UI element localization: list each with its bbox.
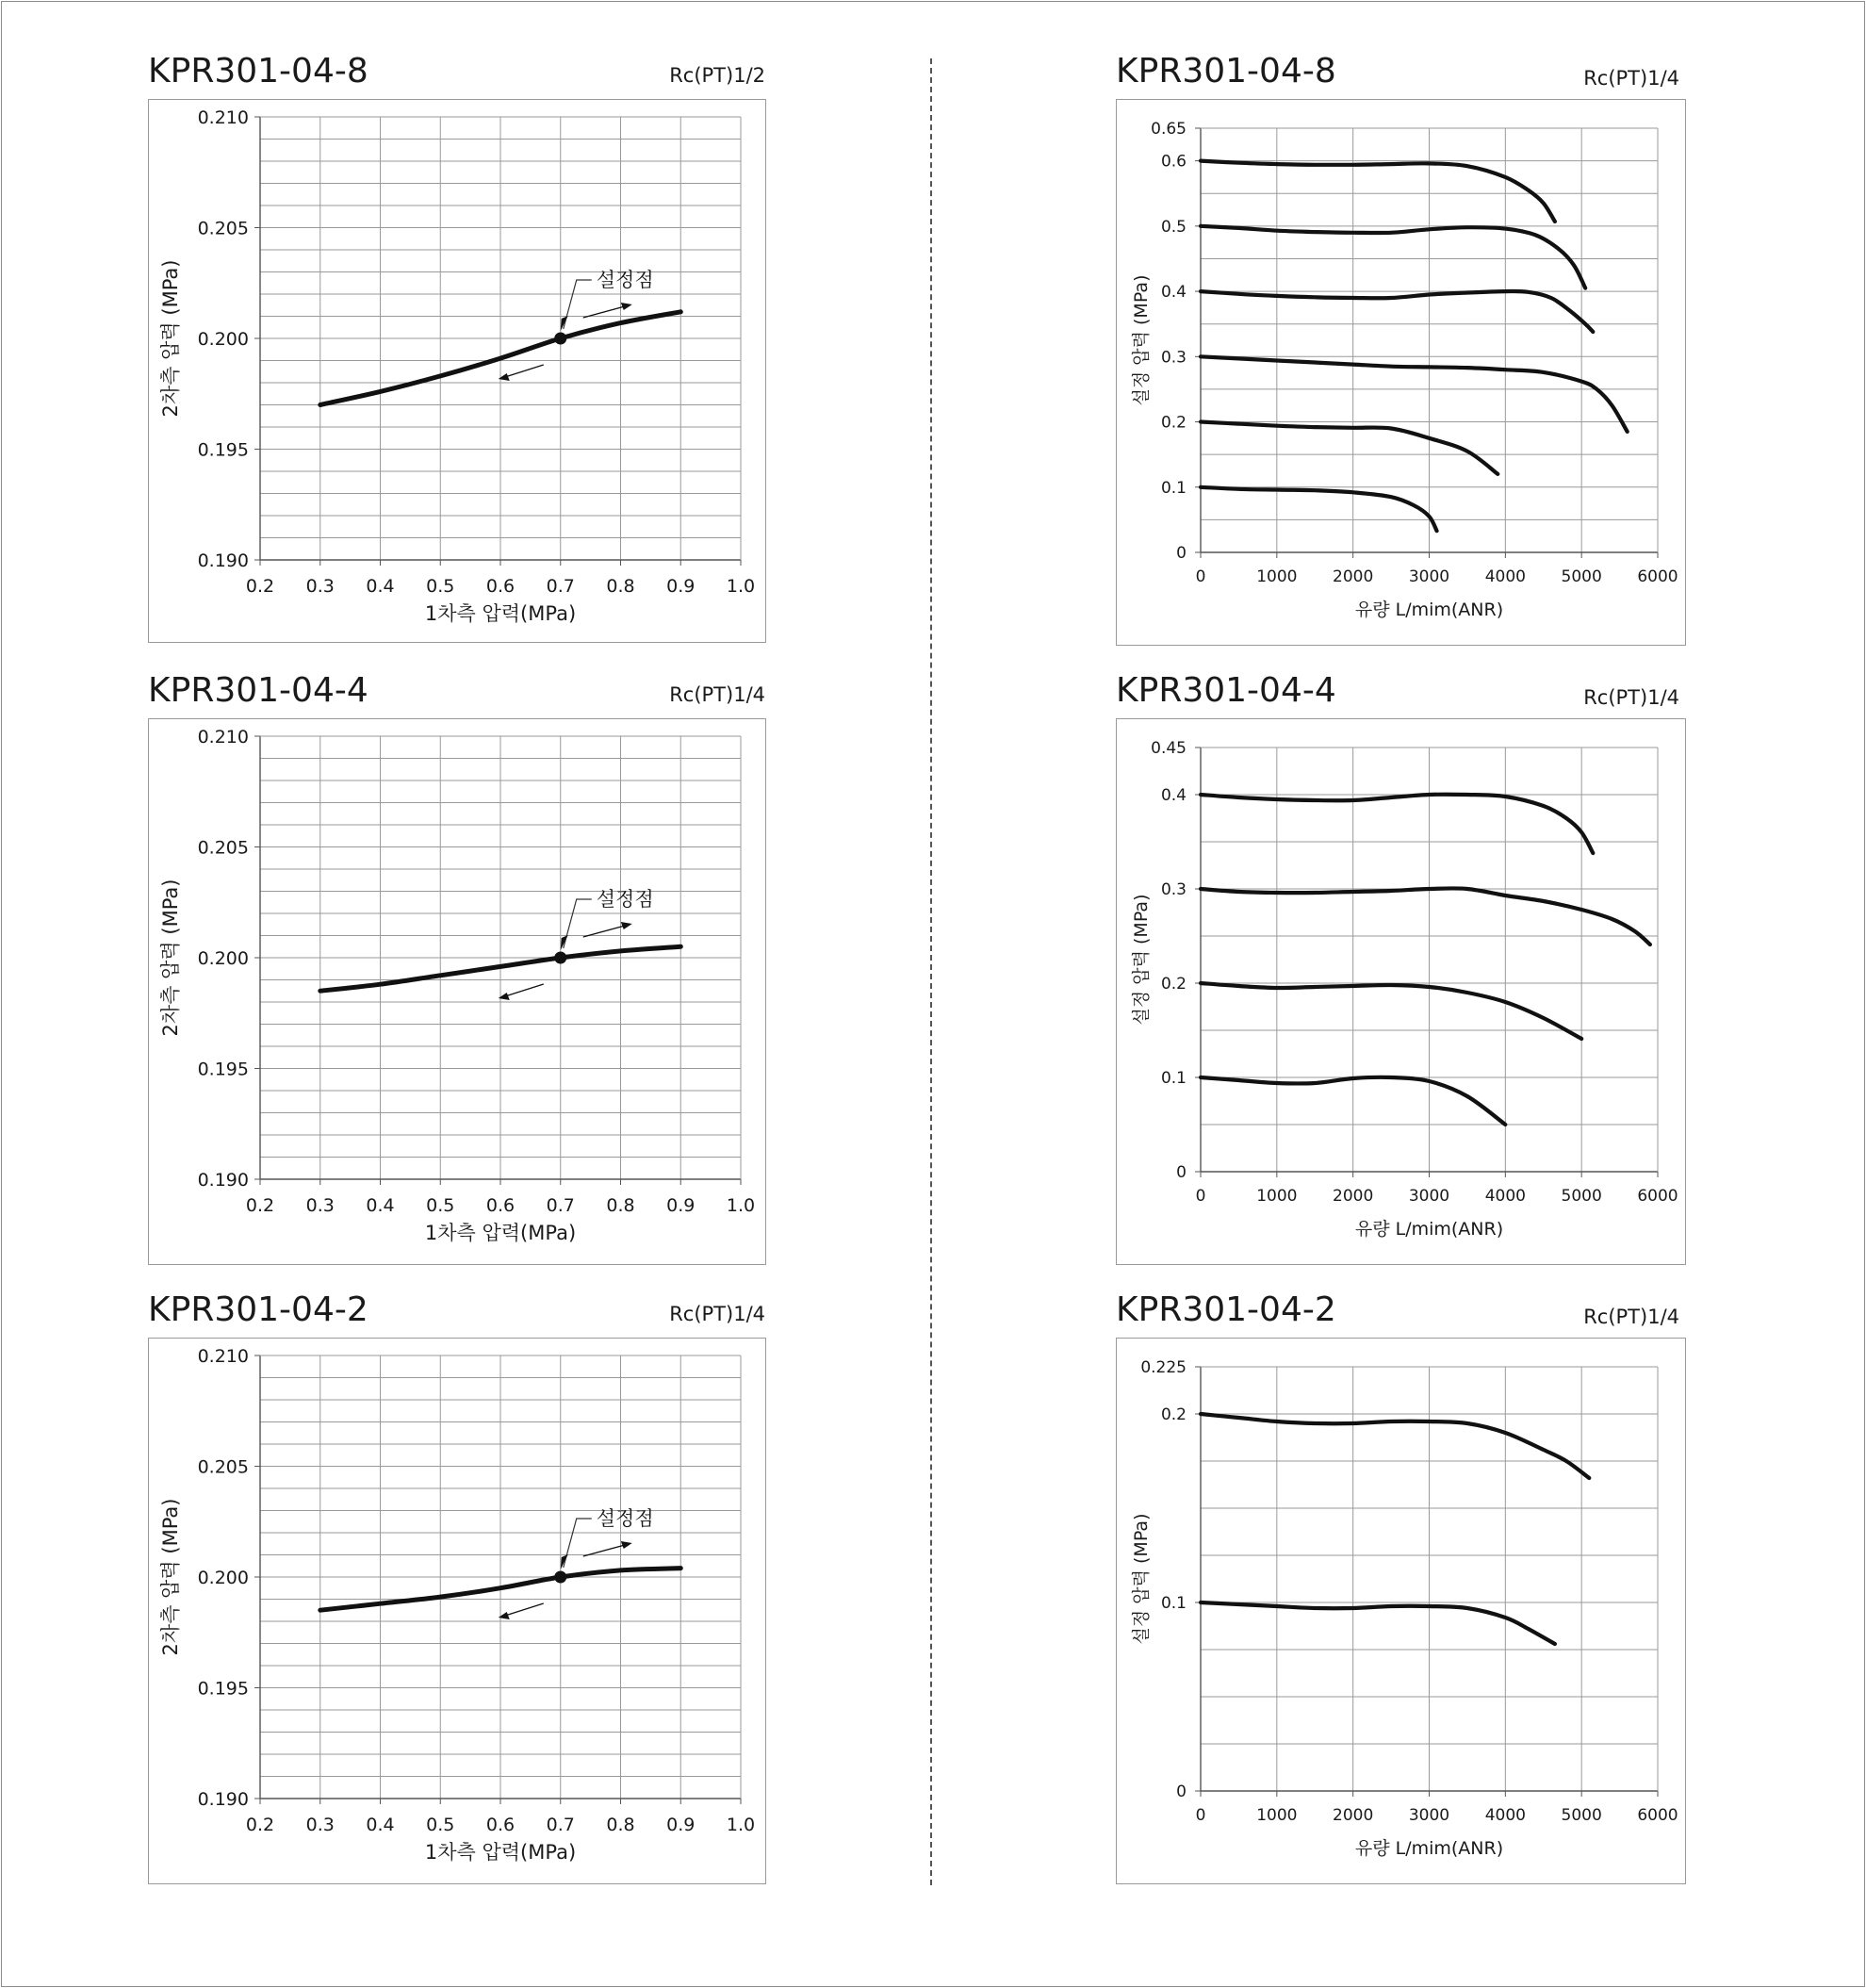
x-tick-label: 0.8 (606, 1815, 635, 1835)
chart-port-size: Rc(PT)1/4 (669, 1303, 765, 1325)
x-tick-label: 3000 (1408, 567, 1450, 586)
set-point-leader (564, 1519, 592, 1568)
y-axis-label: 설정 압력 (MPa) (1131, 274, 1152, 406)
x-tick-label: 0.6 (485, 1815, 516, 1835)
chart-title: KPR301-04-8 (148, 52, 368, 90)
y-tick-label: 0.3 (1160, 880, 1187, 900)
y-tick-label: 0.1 (1160, 1594, 1187, 1614)
gridlines (260, 1355, 741, 1799)
set-point-marker (554, 1571, 566, 1584)
chart-title: KPR301-04-2 (148, 1290, 368, 1329)
x-tick-label: 4000 (1484, 1187, 1526, 1206)
x-tick-label: 1000 (1256, 1806, 1298, 1825)
chart-title: KPR301-04-4 (148, 671, 368, 710)
gridlines (1201, 1367, 1658, 1791)
series-line-0-2 (1201, 1414, 1589, 1478)
chart-box (148, 99, 766, 643)
x-axis-label: 1차측 압력(MPa) (424, 1222, 577, 1244)
series-line-0-1 (1201, 1602, 1555, 1644)
x-tick-label: 5000 (1561, 1806, 1602, 1825)
x-tick-label: 0.5 (426, 1195, 455, 1216)
set-point-leader (564, 899, 592, 948)
x-axis-label: 유량 L/mim(ANR) (1354, 600, 1504, 620)
y-tick-label: 0 (1176, 1783, 1187, 1802)
set-point-marker (554, 333, 566, 345)
x-tick-label: 0.6 (485, 1195, 516, 1216)
x-tick-label: 0.3 (305, 1195, 335, 1216)
y-tick-label: 0.205 (197, 218, 249, 239)
x-tick-label: 1.0 (726, 1195, 756, 1216)
chart-plot (1117, 1339, 1685, 1883)
y-tick-label: 0.2 (1160, 1405, 1187, 1425)
x-tick-label: 5000 (1561, 1187, 1602, 1206)
decrease-arrow-line (502, 984, 544, 997)
chart-box (148, 718, 766, 1265)
y-tick-label: 0.2 (1160, 413, 1187, 433)
increase-arrow-head (621, 303, 632, 310)
x-axis-label: 유량 L/mim(ANR) (1354, 1838, 1504, 1859)
chart-port-size: Rc(PT)1/4 (1583, 686, 1679, 709)
x-tick-label: 1.0 (726, 576, 756, 597)
x-tick-label: 0.4 (366, 1195, 395, 1216)
set-point-leader-arrowhead (561, 316, 568, 331)
x-tick-label: 1.0 (726, 1815, 756, 1835)
x-tick-label: 0.2 (245, 1815, 275, 1835)
y-tick-label: 0.210 (197, 1345, 249, 1367)
y-axis-label: 2차측 압력 (MPa) (159, 1498, 182, 1656)
set-point-label: 설정점 (596, 888, 654, 911)
y-tick-label: 0.4 (1160, 283, 1187, 303)
column-divider (930, 58, 932, 1885)
x-tick-label: 6000 (1637, 1806, 1678, 1825)
y-tick-label: 0.205 (197, 837, 249, 859)
y-tick-label: 0.210 (197, 726, 249, 748)
y-tick-label: 0.3 (1160, 348, 1187, 368)
increase-arrow-head (621, 1541, 632, 1549)
x-tick-label: 0.6 (485, 576, 516, 597)
x-tick-label: 0.3 (305, 576, 335, 597)
x-tick-label: 0.5 (426, 1815, 455, 1835)
gridlines (1201, 748, 1658, 1172)
series-line-0-2 (1201, 422, 1498, 474)
y-tick-label: 0.195 (197, 439, 249, 461)
set-point-leader-arrowhead (561, 935, 568, 950)
y-tick-label: 0.5 (1160, 217, 1187, 237)
x-tick-label: 0.9 (666, 1195, 696, 1216)
series-line-0-5 (1201, 226, 1585, 288)
x-tick-label: 0.7 (546, 1815, 575, 1835)
x-tick-label: 0.5 (426, 576, 455, 597)
x-tick-label: 0.8 (606, 576, 635, 597)
x-tick-label: 0.9 (666, 1815, 696, 1835)
chart-plot (149, 719, 765, 1264)
chart-panel-right-1 (1116, 52, 1686, 646)
chart-panel-right-2 (1116, 671, 1686, 1265)
x-axis-label: 유량 L/mim(ANR) (1354, 1219, 1504, 1240)
series-line-0-6 (1201, 161, 1555, 222)
x-tick-label: 0.9 (666, 576, 696, 597)
chart-box (1116, 1338, 1686, 1884)
y-tick-label: 0 (1176, 544, 1187, 564)
chart-port-size: Rc(PT)1/4 (669, 683, 765, 706)
y-tick-label: 0.200 (197, 328, 249, 350)
x-tick-label: 0 (1195, 567, 1206, 586)
set-point-leader-arrowhead (561, 1554, 568, 1569)
y-axis-label: 2차측 압력 (MPa) (159, 259, 182, 418)
y-tick-label: 0.190 (197, 1169, 249, 1191)
x-tick-label: 1000 (1256, 1187, 1298, 1206)
x-tick-label: 4000 (1484, 567, 1526, 586)
y-tick-label: 0.200 (197, 947, 249, 969)
chart-port-size: Rc(PT)1/4 (1583, 67, 1679, 90)
decrease-arrow-line (502, 1603, 544, 1617)
x-tick-label: 0.8 (606, 1195, 635, 1216)
y-tick-label: 0.45 (1151, 739, 1187, 759)
y-axis-label: 2차측 압력 (MPa) (159, 879, 182, 1037)
chart-box (1116, 99, 1686, 646)
y-tick-label: 0.195 (197, 1678, 249, 1700)
series-line-0-4 (1201, 291, 1593, 332)
chart-title: KPR301-04-2 (1116, 1290, 1336, 1329)
y-axis-label: 설정 압력 (MPa) (1131, 894, 1152, 1026)
chart-panel-left-2 (148, 671, 765, 1265)
x-tick-label: 2000 (1333, 1187, 1374, 1206)
gridlines (260, 736, 741, 1179)
x-tick-label: 5000 (1561, 567, 1602, 586)
increase-arrow-head (621, 922, 632, 929)
y-tick-label: 0.190 (197, 1788, 249, 1810)
chart-box (1116, 718, 1686, 1265)
x-tick-label: 6000 (1637, 567, 1678, 586)
y-tick-label: 0.205 (197, 1456, 249, 1478)
x-tick-label: 0.7 (546, 1195, 575, 1216)
y-tick-label: 0.1 (1160, 1069, 1187, 1089)
y-tick-label: 0.210 (197, 107, 249, 128)
series-line-0-3 (1201, 356, 1628, 432)
x-tick-label: 4000 (1484, 1806, 1526, 1825)
x-tick-label: 0.4 (366, 576, 395, 597)
x-tick-label: 2000 (1333, 1806, 1374, 1825)
chart-plot (149, 1339, 765, 1883)
x-tick-label: 0.2 (245, 1195, 275, 1216)
series-line-0-4 (1201, 795, 1593, 853)
x-tick-label: 3000 (1408, 1187, 1450, 1206)
y-tick-label: 0.65 (1151, 120, 1187, 140)
chart-plot (149, 100, 765, 642)
set-point-leader (564, 280, 592, 329)
x-tick-label: 3000 (1408, 1806, 1450, 1825)
chart-panel-left-1 (148, 52, 765, 642)
y-tick-label: 0.195 (197, 1059, 249, 1080)
x-tick-label: 0 (1195, 1187, 1206, 1206)
gridlines (260, 117, 741, 560)
y-tick-label: 0.2 (1160, 975, 1187, 994)
x-tick-label: 6000 (1637, 1187, 1678, 1206)
set-point-marker (554, 952, 566, 964)
series-line-0-1 (1201, 487, 1437, 531)
chart-title: KPR301-04-8 (1116, 52, 1336, 90)
x-tick-label: 2000 (1333, 567, 1374, 586)
x-axis-label: 1차측 압력(MPa) (424, 1841, 577, 1864)
set-point-label: 설정점 (596, 269, 654, 291)
x-tick-label: 1000 (1256, 567, 1298, 586)
chart-title: KPR301-04-4 (1116, 671, 1336, 710)
x-tick-label: 0 (1195, 1806, 1206, 1825)
y-tick-label: 0.225 (1140, 1358, 1187, 1378)
y-tick-label: 0.6 (1160, 152, 1187, 172)
chart-port-size: Rc(PT)1/2 (669, 64, 765, 87)
chart-port-size: Rc(PT)1/4 (1583, 1306, 1679, 1328)
x-tick-label: 0.4 (366, 1815, 395, 1835)
set-point-label: 설정점 (596, 1507, 654, 1530)
x-axis-label: 1차측 압력(MPa) (424, 602, 577, 625)
y-tick-label: 0.1 (1160, 478, 1187, 498)
x-tick-label: 0.7 (546, 576, 575, 597)
decrease-arrow-line (502, 365, 544, 378)
chart-box (148, 1338, 766, 1884)
y-tick-label: 0.200 (197, 1567, 249, 1588)
x-tick-label: 0.2 (245, 576, 275, 597)
y-tick-label: 0.4 (1160, 786, 1187, 806)
y-tick-label: 0 (1176, 1163, 1187, 1183)
chart-panel-right-3 (1116, 1290, 1686, 1884)
y-tick-label: 0.190 (197, 550, 249, 571)
y-axis-label: 설정 압력 (MPa) (1131, 1513, 1152, 1645)
chart-plot (1117, 100, 1685, 645)
x-tick-label: 0.3 (305, 1815, 335, 1835)
chart-plot (1117, 719, 1685, 1264)
chart-panel-left-3 (148, 1290, 765, 1884)
